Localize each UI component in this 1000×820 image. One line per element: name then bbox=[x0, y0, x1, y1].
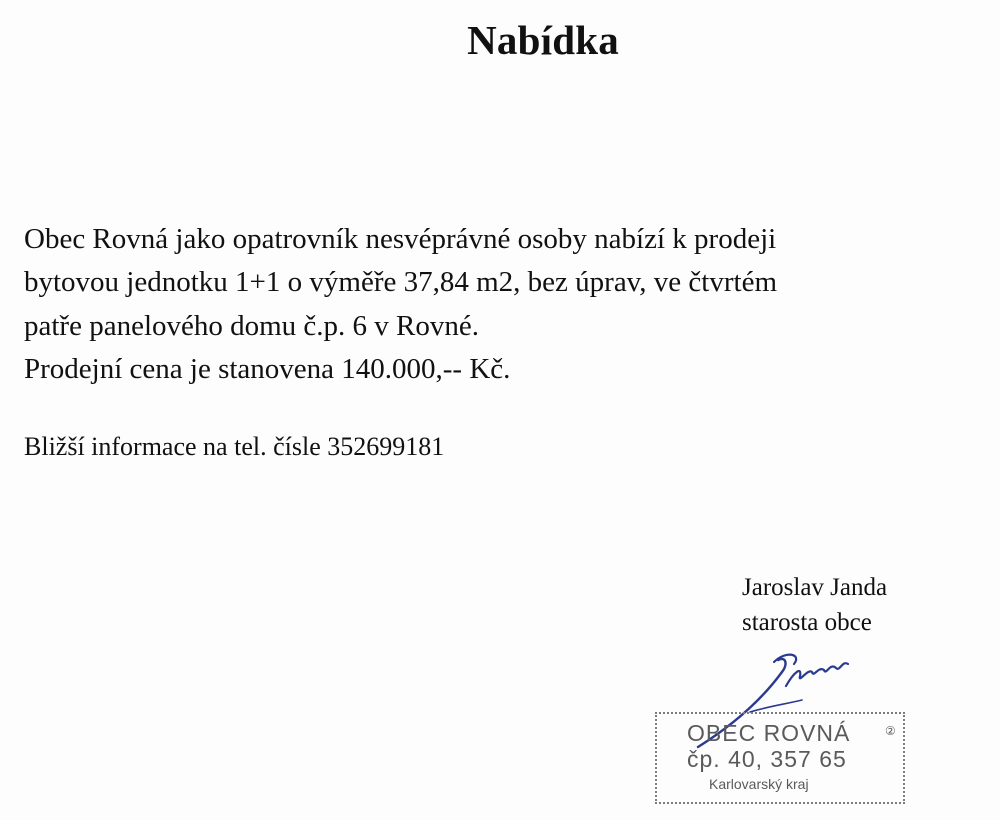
signer-role: starosta obce bbox=[742, 609, 872, 636]
official-stamp bbox=[655, 712, 905, 804]
paragraph-line: Obec Rovná jako opatrovník nesvéprávné osoby nabízí k prodeji bbox=[24, 223, 777, 255]
offer-paragraph bbox=[24, 218, 994, 391]
paragraph-line: Prodejní cena je stanovena 140.000,-- Kč. bbox=[24, 352, 511, 385]
stamp-line-address: čp. 40, 357 65 bbox=[687, 746, 847, 772]
signer-name: Jaroslav Janda bbox=[742, 574, 888, 601]
stamp-line-municipality: OBEC ROVNÁ bbox=[687, 720, 851, 746]
stamp-line-region: Karlovarský kraj bbox=[709, 776, 809, 792]
paragraph-line: bytovou jednotku 1+1 o výměře 37,84 m2, bez úprav, ve čtvrtém bbox=[24, 266, 777, 299]
signer-block bbox=[742, 570, 887, 640]
contact-info: Bližší informace na tel. čísle 352699181 bbox=[24, 432, 445, 461]
document-title: Nabídka bbox=[467, 17, 619, 63]
paragraph-line: patře panelového domu č.p. 6 v Rovné. bbox=[24, 309, 480, 342]
stamp-number-mark: ② bbox=[885, 724, 896, 738]
